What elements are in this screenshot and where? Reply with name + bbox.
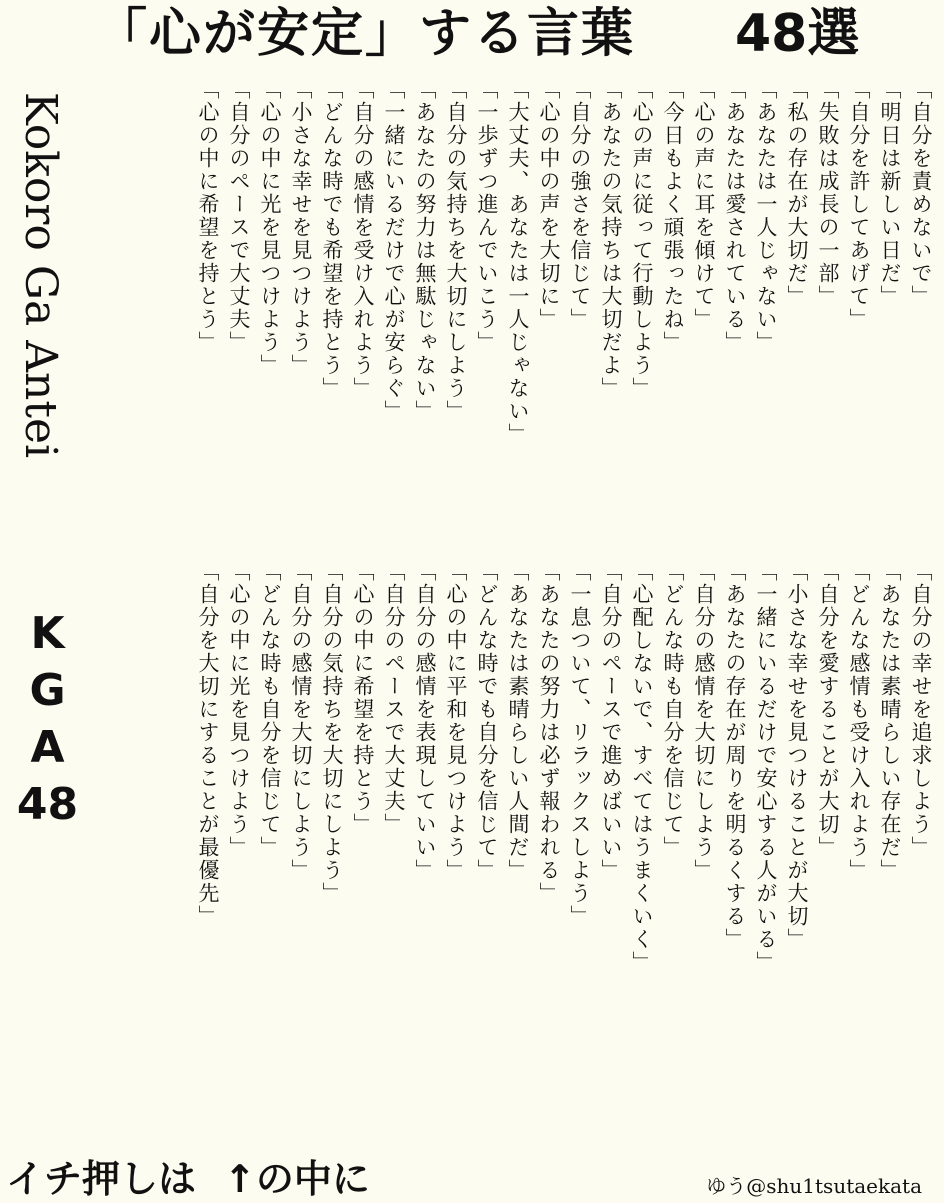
phrase-item: 「あなたの気持ちは大切だよ」 xyxy=(599,78,623,400)
page-title: 「心が安定」する言葉 xyxy=(95,4,636,64)
phrase-item: 「自分の幸せを追求しよう」 xyxy=(909,560,933,859)
phrase-item: 「あなたの努力は無駄じゃない」 xyxy=(413,78,437,423)
side-code-letter: G xyxy=(29,665,66,716)
phrase-item: 「自分の気持ちを大切にしよう」 xyxy=(320,560,344,905)
phrase-item: 「どんな時でも自分を信じて」 xyxy=(475,560,499,882)
phrase-item: 「どんな時も自分を信じて」 xyxy=(661,560,685,859)
phrase-item: 「心の中に光を見つけよう」 xyxy=(258,78,282,377)
author-credit: ゆう@shu1tsutaekata xyxy=(706,1174,922,1198)
phrase-item: 「自分の強さを信じて」 xyxy=(568,78,592,331)
phrase-item: 「自分を責めないで」 xyxy=(909,78,933,308)
phrase-item: 「自分のペースで大丈夫」 xyxy=(382,560,406,836)
phrase-item: 「今日もよく頑張ったね」 xyxy=(661,78,685,354)
phrase-list-bottom xyxy=(96,560,936,1085)
phrase-item: 「一緒にいるだけで安心する人がいる」 xyxy=(754,560,778,974)
phrase-item: 「自分の感情を大切にしよう」 xyxy=(289,560,313,882)
side-code-letter: K xyxy=(30,608,65,659)
phrase-item: 「どんな時でも希望を持とう」 xyxy=(320,78,344,400)
phrase-item: 「あなたは一人じゃない」 xyxy=(754,78,778,354)
footer-text: イチ押しは xyxy=(6,1157,197,1201)
phrase-item: 「一緒にいるだけで心が安らぐ」 xyxy=(382,78,406,423)
phrase-item: 「自分の感情を表現していい」 xyxy=(413,560,437,882)
phrase-item: 「小さな幸せを見つけよう」 xyxy=(289,78,313,377)
phrase-item: 「自分を許してあげて」 xyxy=(847,78,871,331)
phrase-item: 「あなたは素晴らしい存在だ」 xyxy=(878,560,902,882)
title-count: 48選 xyxy=(735,4,860,64)
phrase-item: 「自分の感情を受け入れよう」 xyxy=(351,78,375,400)
phrase-item: 「心配しないで、すべてはうまくいく」 xyxy=(630,560,654,974)
phrase-item: 「小さな幸せを見つけることが大切」 xyxy=(785,560,809,951)
side-romaji-title: Kokoro Ga Antei xyxy=(15,92,66,459)
side-code xyxy=(0,605,95,833)
phrase-item: 「自分のペースで進めばいい」 xyxy=(599,560,623,882)
side-code-letter: A xyxy=(30,722,65,773)
phrase-item: 「一歩ずつ進んでいこう」 xyxy=(475,78,499,354)
phrase-item: 「心の声に従って行動しよう」 xyxy=(630,78,654,400)
phrase-item: 「自分の気持ちを大切にしよう」 xyxy=(444,78,468,423)
phrase-item: 「大丈夫、あなたは一人じゃない」 xyxy=(506,78,530,446)
phrase-item: 「あなたの存在が周りを明るくする」 xyxy=(723,560,747,951)
phrase-item: 「自分の感情を大切にしよう」 xyxy=(692,560,716,882)
phrase-item: 「あなたは素晴らしい人間だ」 xyxy=(506,560,530,882)
phrase-item: 「あなたは愛されている」 xyxy=(723,78,747,354)
phrase-item: 「どんな時も自分を信じて」 xyxy=(258,560,282,859)
phrase-item: 「自分のペースで大丈夫」 xyxy=(227,78,251,354)
phrase-item: 「どんな感情も受け入れよう」 xyxy=(847,560,871,882)
phrase-item: 「心の中に希望を持とう」 xyxy=(196,78,220,354)
phrase-item: 「失敗は成長の一部」 xyxy=(816,78,840,308)
phrase-item: 「あなたの努力は必ず報われる」 xyxy=(537,560,561,905)
footer-note xyxy=(6,1148,370,1203)
phrase-item: 「自分を大切にすることが最優先」 xyxy=(196,560,220,928)
footer-text: の中に xyxy=(255,1157,370,1201)
phrase-item: 「心の中に希望を持とう」 xyxy=(351,560,375,836)
phrase-item: 「自分を愛することが大切」 xyxy=(816,560,840,859)
phrase-item: 「心の声に耳を傾けて」 xyxy=(692,78,716,331)
phrase-list-top xyxy=(96,78,936,548)
side-code-number: 48 xyxy=(16,779,79,830)
phrase-item: 「私の存在が大切だ」 xyxy=(785,78,809,308)
phrase-item: 「心の中に平和を見つけよう」 xyxy=(444,560,468,882)
up-arrow-icon: ↑ xyxy=(224,1157,256,1201)
phrase-item: 「一息ついて、リラックスしよう」 xyxy=(568,560,592,928)
phrase-item: 「明日は新しい日だ」 xyxy=(878,78,902,308)
phrase-item: 「心の中の声を大切に」 xyxy=(537,78,561,331)
phrase-item: 「心の中に光を見つけよう」 xyxy=(227,560,251,859)
